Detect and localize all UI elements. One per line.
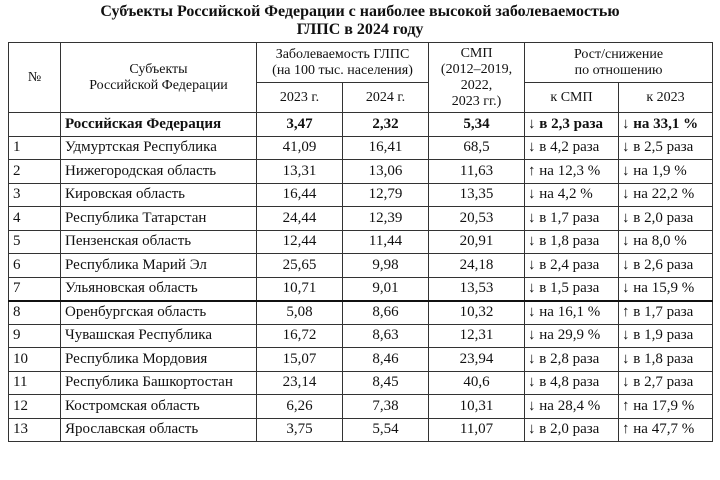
row-vs-2023: ↑ на 47,7 % (619, 418, 713, 442)
row-smp: 13,53 (429, 277, 525, 301)
table-row (9, 230, 713, 254)
row-incidence-2024: 7,38 (343, 395, 429, 419)
table-row (9, 277, 713, 301)
row-subject: Республика Татарстан (61, 207, 257, 231)
row-vs-smp: ↓ на 16,1 % (525, 301, 619, 325)
row-num: 6 (9, 254, 61, 278)
row-subject: Республика Башкортостан (61, 371, 257, 395)
row-vs-2023: ↓ на 22,2 % (619, 183, 713, 207)
row-smp: 68,5 (429, 136, 525, 160)
row-smp: 20,91 (429, 230, 525, 254)
table-row (9, 207, 713, 231)
row-vs-smp: ↓ в 1,7 раза (525, 207, 619, 231)
table-row (9, 301, 713, 325)
table-row (9, 324, 713, 348)
row-incidence-2023: 25,65 (257, 254, 343, 278)
row-incidence-2024: 12,79 (343, 183, 429, 207)
row-subject: Костромская область (61, 395, 257, 419)
row-incidence-2024: 8,46 (343, 348, 429, 372)
header-smp: СМП (2012–2019, 2022, 2023 гг.) (429, 43, 525, 113)
row-vs-2023: ↑ в 1,7 раза (619, 301, 713, 325)
total-row (9, 113, 713, 137)
row-smp: 13,35 (429, 183, 525, 207)
row-incidence-2023: 3,47 (257, 113, 343, 137)
table-row (9, 136, 713, 160)
row-num: 9 (9, 324, 61, 348)
row-vs-2023: ↓ на 8,0 % (619, 230, 713, 254)
row-vs-smp: ↓ на 4,2 % (525, 183, 619, 207)
row-incidence-2023: 41,09 (257, 136, 343, 160)
row-smp: 23,94 (429, 348, 525, 372)
row-num: 13 (9, 418, 61, 442)
row-num (9, 113, 61, 137)
table-row (9, 183, 713, 207)
header-subject: Субъекты Российской Федерации (61, 43, 257, 113)
table-row (9, 395, 713, 419)
row-num: 8 (9, 301, 61, 325)
row-incidence-2023: 10,71 (257, 277, 343, 301)
row-num: 7 (9, 277, 61, 301)
row-vs-smp: ↓ в 2,0 раза (525, 418, 619, 442)
row-subject: Оренбургская область (61, 301, 257, 325)
row-incidence-2024: 16,41 (343, 136, 429, 160)
row-num: 10 (9, 348, 61, 372)
row-vs-smp: ↑ на 12,3 % (525, 160, 619, 184)
row-incidence-2023: 16,72 (257, 324, 343, 348)
table-row (9, 418, 713, 442)
table-row (9, 160, 713, 184)
row-smp: 5,34 (429, 113, 525, 137)
table-title (0, 0, 720, 38)
row-smp: 10,31 (429, 395, 525, 419)
row-incidence-2024: 11,44 (343, 230, 429, 254)
header-growth: Рост/снижение по отношению (525, 43, 713, 83)
row-incidence-2024: 8,45 (343, 371, 429, 395)
row-incidence-2023: 15,07 (257, 348, 343, 372)
row-vs-smp: ↓ на 28,4 % (525, 395, 619, 419)
row-incidence-2023: 13,31 (257, 160, 343, 184)
row-smp: 40,6 (429, 371, 525, 395)
row-vs-2023: ↓ в 2,6 раза (619, 254, 713, 278)
header-vs-smp: к СМП (525, 83, 619, 113)
row-smp: 10,32 (429, 301, 525, 325)
row-vs-2023: ↓ на 33,1 % (619, 113, 713, 137)
row-incidence-2023: 3,75 (257, 418, 343, 442)
header-year-2023: 2023 г. (257, 83, 343, 113)
header-year-2024: 2024 г. (343, 83, 429, 113)
row-subject: Российская Федерация (61, 113, 257, 137)
row-vs-smp: ↓ в 2,3 раза (525, 113, 619, 137)
row-vs-2023: ↓ на 15,9 % (619, 277, 713, 301)
row-subject: Пензенская область (61, 230, 257, 254)
table-row (9, 348, 713, 372)
row-num: 3 (9, 183, 61, 207)
row-vs-2023: ↓ в 1,8 раза (619, 348, 713, 372)
row-smp: 11,63 (429, 160, 525, 184)
row-vs-2023: ↓ в 2,0 раза (619, 207, 713, 231)
header-incidence: Заболеваемость ГЛПС (на 100 тыс. населения) (257, 43, 429, 83)
row-incidence-2024: 8,63 (343, 324, 429, 348)
row-vs-smp: ↓ в 2,4 раза (525, 254, 619, 278)
incidence-table (8, 42, 713, 442)
row-incidence-2024: 9,98 (343, 254, 429, 278)
row-incidence-2023: 23,14 (257, 371, 343, 395)
row-vs-2023: ↓ на 1,9 % (619, 160, 713, 184)
row-subject: Удмуртская Республика (61, 136, 257, 160)
row-smp: 11,07 (429, 418, 525, 442)
row-num: 12 (9, 395, 61, 419)
row-smp: 24,18 (429, 254, 525, 278)
row-vs-smp: ↓ в 1,8 раза (525, 230, 619, 254)
row-incidence-2024: 8,66 (343, 301, 429, 325)
table-body (9, 113, 713, 442)
header-num: № (9, 43, 61, 113)
row-incidence-2023: 5,08 (257, 301, 343, 325)
row-incidence-2024: 12,39 (343, 207, 429, 231)
row-smp: 20,53 (429, 207, 525, 231)
row-smp: 12,31 (429, 324, 525, 348)
row-vs-2023: ↑ на 17,9 % (619, 395, 713, 419)
row-vs-smp: ↓ в 4,2 раза (525, 136, 619, 160)
row-incidence-2023: 16,44 (257, 183, 343, 207)
row-num: 11 (9, 371, 61, 395)
row-subject: Ярославская область (61, 418, 257, 442)
table-row (9, 254, 713, 278)
row-num: 1 (9, 136, 61, 160)
row-incidence-2023: 12,44 (257, 230, 343, 254)
title-line-2: ГЛПС в 2024 году (296, 21, 424, 38)
row-num: 5 (9, 230, 61, 254)
row-incidence-2024: 9,01 (343, 277, 429, 301)
row-subject: Ульяновская область (61, 277, 257, 301)
row-incidence-2023: 6,26 (257, 395, 343, 419)
row-num: 4 (9, 207, 61, 231)
table-row (9, 371, 713, 395)
row-subject: Кировская область (61, 183, 257, 207)
row-incidence-2024: 2,32 (343, 113, 429, 137)
row-incidence-2024: 13,06 (343, 160, 429, 184)
row-incidence-2024: 5,54 (343, 418, 429, 442)
row-subject: Республика Марий Эл (61, 254, 257, 278)
row-vs-smp: ↓ в 2,8 раза (525, 348, 619, 372)
row-subject: Чувашская Республика (61, 324, 257, 348)
row-vs-smp: ↓ в 1,5 раза (525, 277, 619, 301)
row-num: 2 (9, 160, 61, 184)
title-line-1: Субъекты Российской Федерации с наиболее высокой заболеваемостью (100, 3, 620, 20)
row-vs-smp: ↓ в 4,8 раза (525, 371, 619, 395)
row-subject: Нижегородская область (61, 160, 257, 184)
row-vs-2023: ↓ в 2,7 раза (619, 371, 713, 395)
header-vs-2023: к 2023 (619, 83, 713, 113)
row-vs-2023: ↓ в 2,5 раза (619, 136, 713, 160)
row-subject: Республика Мордовия (61, 348, 257, 372)
row-vs-smp: ↓ на 29,9 % (525, 324, 619, 348)
row-incidence-2023: 24,44 (257, 207, 343, 231)
row-vs-2023: ↓ в 1,9 раза (619, 324, 713, 348)
